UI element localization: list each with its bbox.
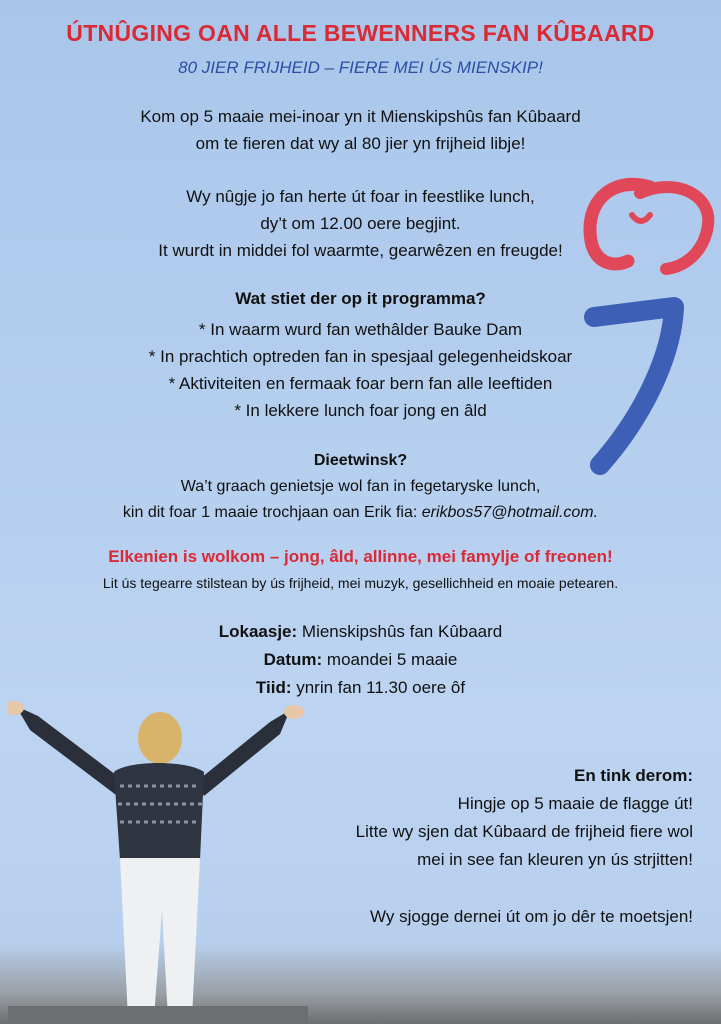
diet-paragraph <box>0 474 721 526</box>
invitation-subtitle: 80 JIER FRIJHEID – FIERE MEI ÚS MIENSKIP! <box>178 58 543 77</box>
reminder-heading: En tink derom: <box>573 766 693 785</box>
freedom-logo-icon <box>580 175 720 475</box>
diet-heading: Dieetwinsk? <box>313 452 408 469</box>
detail-label: Lokaasje: <box>218 622 298 641</box>
detail-value: moandei 5 maaie <box>322 650 458 669</box>
welcome-heading: Elkenien is wolkom – jong, âld, allinne, mei famylje of freonen! <box>108 547 613 566</box>
closing-line: Wy sjogge dernei út om jo dêr te moetsjen! <box>369 907 693 926</box>
diet-line <box>0 500 721 526</box>
intro-paragraph <box>0 103 721 157</box>
invite-line: dy’t om 12.00 oere begjint. <box>260 214 461 233</box>
intro-line: om te fieren dat wy al 80 jier yn frijheid libje! <box>195 134 526 153</box>
diet-line: Wa’t graach genietsje wol fan in fegetaryske lunch, <box>180 478 541 495</box>
detail-label: Datum: <box>263 650 323 669</box>
program-item: * In waarm wurd fan wethâlder Bauke Dam <box>198 320 523 339</box>
detail-value: ynrin fan 11.30 oere ôf <box>291 678 466 697</box>
program-item: * Aktiviteiten en fermaak foar bern fan alle leeftiden <box>168 374 553 393</box>
event-details <box>0 618 721 702</box>
reminder-line: Litte wy sjen dat Kûbaard de frijheid fiere wol <box>355 822 693 841</box>
reminder-body <box>356 790 693 874</box>
detail-time <box>0 674 721 702</box>
invite-line: It wurdt in middei fol waarmte, gearwêzen en freugde! <box>158 241 563 260</box>
program-heading: Wat stiet der op it programma? <box>235 289 486 308</box>
diet-line-text: kin dit foar 1 maaie trochjaan oan Erik fia: <box>122 504 422 521</box>
reminder-line: mei in see fan kleuren yn ús strjitten! <box>417 850 693 869</box>
detail-location <box>0 618 721 646</box>
detail-value: Mienskipshûs fan Kûbaard <box>297 622 503 641</box>
program-item: * In prachtich optreden fan in spesjaal gelegenheidskoar <box>148 347 573 366</box>
detail-label: Tiid: <box>255 678 292 697</box>
welcome-subtext: Lit ús tegearre stilstean by ús frijheid, mei muzyk, gesellichheid en moaie petearen. <box>102 575 619 591</box>
program-item: * In lekkere lunch foar jong en âld <box>234 401 487 420</box>
intro-line: Kom op 5 maaie mei-inoar yn it Mienskipshûs fan Kûbaard <box>140 107 581 126</box>
reminder-line: Hingje op 5 maaie de flagge út! <box>457 794 693 813</box>
person-raised-arms-illustration <box>8 700 308 1024</box>
detail-date <box>0 646 721 674</box>
email-link[interactable]: erikbos57@hotmail.com. <box>421 504 599 521</box>
invite-line: Wy nûgje jo fan herte út foar in feestlike lunch, <box>186 187 535 206</box>
invitation-title: ÚTNÛGING OAN ALLE BEWENNERS FAN KÛBAARD <box>66 20 655 46</box>
